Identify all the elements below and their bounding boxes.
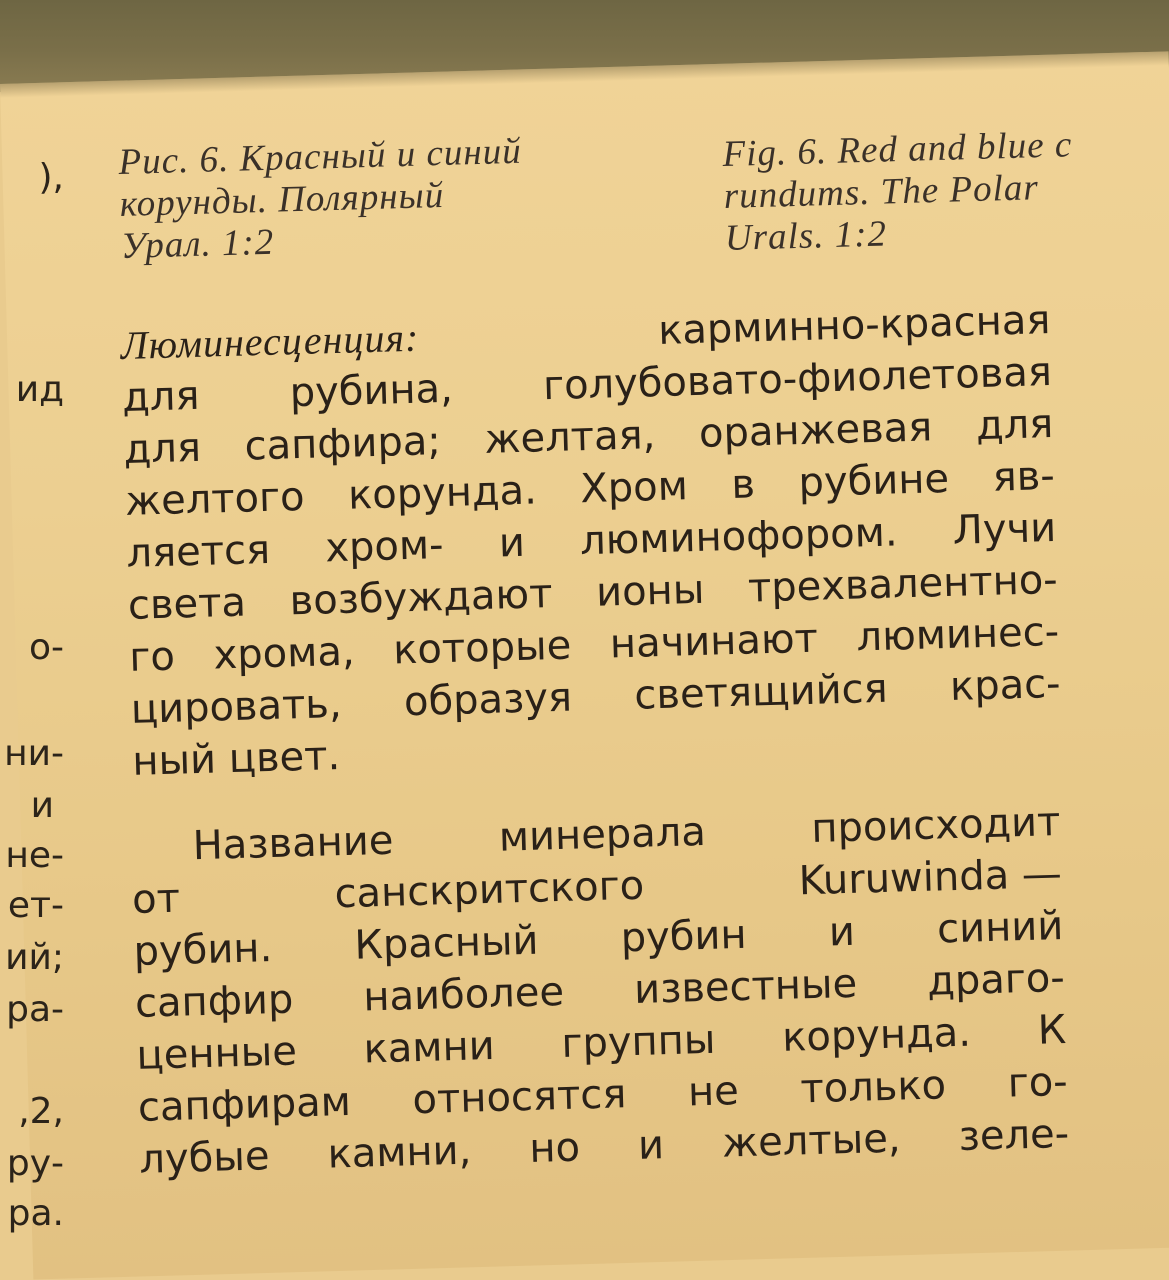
word: камни, xyxy=(326,1127,472,1178)
word: люминес- xyxy=(855,608,1060,661)
word: возбуждают xyxy=(289,571,554,625)
word: люминофором. xyxy=(579,509,899,565)
word: лубые xyxy=(138,1133,271,1183)
left-fragment: не- xyxy=(5,835,64,876)
word: ляется xyxy=(125,526,271,577)
left-fragment: ), xyxy=(38,157,64,198)
left-fragment: ру- xyxy=(6,1143,64,1184)
word: К xyxy=(1037,1006,1067,1054)
left-fragment: ни- xyxy=(4,733,64,774)
word: рубина, xyxy=(289,365,454,417)
word: рубине xyxy=(797,455,950,507)
word: крас- xyxy=(949,660,1062,710)
word: го- xyxy=(1007,1058,1069,1107)
word: Kuruwinda — xyxy=(798,851,1063,905)
word: хром- xyxy=(324,522,445,572)
word: сапфира; xyxy=(243,418,442,470)
left-fragment: ра. xyxy=(7,1193,64,1234)
word: корунда. xyxy=(781,1009,972,1061)
word: но xyxy=(528,1124,581,1172)
word: синий xyxy=(936,902,1064,953)
word: для xyxy=(121,372,201,421)
word: которые xyxy=(392,622,572,674)
word: ный цвет. xyxy=(131,733,341,785)
word: наиболее xyxy=(362,968,565,1021)
left-fragment: ет- xyxy=(7,885,64,926)
word: оранжевая xyxy=(698,404,933,457)
figure-caption-en xyxy=(722,124,1075,260)
word: рубин. xyxy=(132,925,273,975)
word: камни xyxy=(363,1022,496,1073)
word: только xyxy=(799,1062,947,1113)
caption-line: Урал. 1:2 xyxy=(120,221,275,267)
word: происходит xyxy=(810,799,1061,852)
word: начинают xyxy=(609,615,819,668)
word: сапфир xyxy=(134,976,294,1027)
word: относятся xyxy=(411,1071,627,1124)
left-fragment: ,2, xyxy=(18,1091,64,1132)
word: сапфирам xyxy=(137,1078,352,1131)
paragraph-name-origin xyxy=(130,796,1070,1186)
word: Красный xyxy=(353,917,540,969)
left-fragment: и xyxy=(30,785,54,826)
word: и xyxy=(828,908,856,956)
caption-line: Urals. 1:2 xyxy=(724,213,888,259)
word: группы xyxy=(560,1016,717,1068)
figure-caption-ru xyxy=(118,131,525,268)
left-column-fragments xyxy=(0,0,72,1280)
left-fragment: ра- xyxy=(6,989,64,1030)
word: от xyxy=(131,875,181,923)
word: светящийся xyxy=(633,665,889,719)
caption-line: Fig. 6. Red and blue c xyxy=(722,124,1073,175)
word: известные xyxy=(633,960,858,1013)
word: желтого xyxy=(124,473,306,525)
word: цировать, xyxy=(130,680,343,733)
word: ценные xyxy=(135,1028,298,1079)
word: го xyxy=(128,633,176,681)
word: минерала xyxy=(498,808,707,861)
word: света xyxy=(127,579,247,629)
word: санскритского xyxy=(333,862,645,918)
word: для xyxy=(975,400,1054,450)
caption-line: Рис. 6. Красный и синий xyxy=(118,130,523,183)
word: Лучи xyxy=(952,504,1057,554)
word: корунда. xyxy=(347,467,538,519)
caption-line: корунды. Полярный xyxy=(119,174,445,225)
paragraph-luminescence xyxy=(120,294,1063,788)
word: ионы xyxy=(595,566,705,616)
word: желтая, xyxy=(483,412,656,463)
word: не xyxy=(687,1068,740,1116)
word: и xyxy=(637,1122,665,1169)
word: яв- xyxy=(991,452,1056,501)
word: Название xyxy=(192,817,394,870)
word: желтые, xyxy=(721,1115,902,1167)
luminescence-label: Люминесценция: xyxy=(120,314,420,368)
word: зеле- xyxy=(957,1110,1070,1160)
word: рубин xyxy=(620,911,748,962)
word: для xyxy=(122,424,202,473)
caption-line: rundums. The Polar xyxy=(723,167,1040,217)
word: трехвалентно- xyxy=(747,556,1059,612)
word: драго- xyxy=(926,954,1066,1005)
word: Хром xyxy=(579,463,689,513)
word: карминно-красная xyxy=(657,297,1052,354)
left-fragment: ий; xyxy=(5,937,64,978)
word: в xyxy=(730,461,756,508)
left-fragment: о- xyxy=(28,627,64,668)
word: образуя xyxy=(403,674,573,726)
word: голубовато-фиолетовая xyxy=(542,349,1053,410)
left-fragment: ид xyxy=(15,369,64,410)
word: и xyxy=(498,519,526,567)
word: хрома, xyxy=(213,628,356,679)
